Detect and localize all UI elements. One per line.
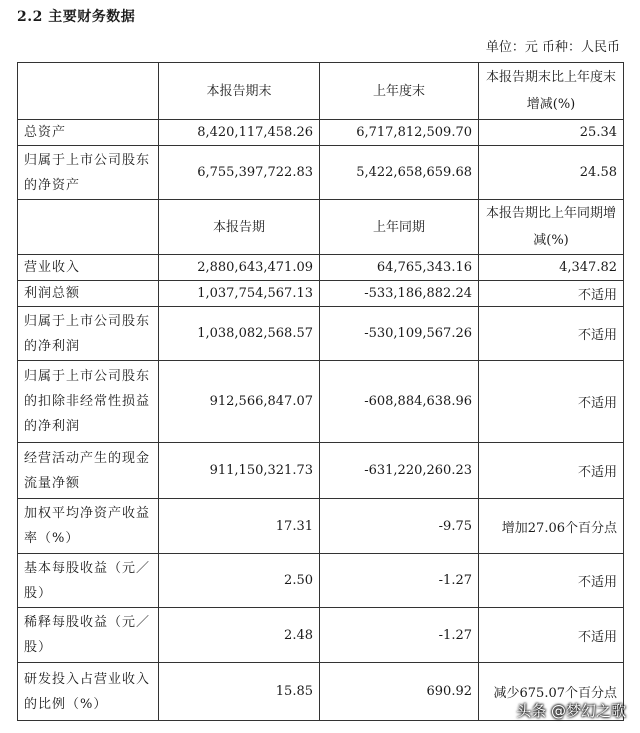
current-value: 912,566,847.07: [159, 361, 320, 443]
prior-value: 690.92: [320, 663, 479, 721]
current-value: 8,420,117,458.26: [159, 120, 320, 146]
change-value: 4,347.82: [479, 255, 624, 281]
header-prior-year-end: 上年度末: [320, 63, 479, 120]
row-label: 总资产: [18, 120, 159, 146]
current-value: 17.31: [159, 499, 320, 554]
row-label: 归属于上市公司股东的净资产: [18, 146, 159, 200]
table-row: [18, 146, 624, 200]
table-row: [18, 554, 624, 608]
header-period-change-pct: 本报告期比上年同期增减(%): [479, 200, 624, 255]
table-row: [18, 499, 624, 554]
row-label: 经营活动产生的现金流量净额: [18, 443, 159, 499]
header-current-period-end: 本报告期末: [159, 63, 320, 120]
change-value: 不适用: [479, 361, 624, 443]
section-title: 2.2 主要财务数据: [17, 9, 136, 25]
header-prior-period: 上年同期: [320, 200, 479, 255]
prior-value: -631,220,260.23: [320, 443, 479, 499]
prior-value: -1.27: [320, 554, 479, 608]
current-value: 15.85: [159, 663, 320, 721]
row-label: 利润总额: [18, 281, 159, 307]
change-value: 增加27.06个百分点: [479, 499, 624, 554]
header-current-period: 本报告期: [159, 200, 320, 255]
prior-value: -9.75: [320, 499, 479, 554]
current-value: 2.48: [159, 608, 320, 663]
change-value: 不适用: [479, 443, 624, 499]
table-row: [18, 608, 624, 663]
prior-value: -608,884,638.96: [320, 361, 479, 443]
subheader-blank-cell: [18, 200, 159, 255]
current-value: 2,880,643,471.09: [159, 255, 320, 281]
table-row: [18, 443, 624, 499]
change-value: 25.34: [479, 120, 624, 146]
row-label: 稀释每股收益（元／股）: [18, 608, 159, 663]
row-label: 归属于上市公司股东的扣除非经常性损益的净利润: [18, 361, 159, 443]
unit-currency-line: 单位：元 币种：人民币: [485, 40, 620, 55]
change-value: 不适用: [479, 307, 624, 361]
change-value: 不适用: [479, 281, 624, 307]
table-row: [18, 120, 624, 146]
row-label: 研发投入占营业收入的比例（%）: [18, 663, 159, 721]
current-value: 1,037,754,567.13: [159, 281, 320, 307]
prior-value: -1.27: [320, 608, 479, 663]
row-label: 归属于上市公司股东的净利润: [18, 307, 159, 361]
current-value: 2.50: [159, 554, 320, 608]
prior-value: 5,422,658,659.68: [320, 146, 479, 200]
current-value: 911,150,321.73: [159, 443, 320, 499]
change-value: 减少675.07个百分点: [479, 663, 624, 721]
table-subheader-row: [18, 200, 624, 255]
row-label: 营业收入: [18, 255, 159, 281]
table-row: [18, 255, 624, 281]
change-value: 24.58: [479, 146, 624, 200]
source-watermark: 头条 @梦幻之歌: [516, 702, 626, 720]
change-value: 不适用: [479, 608, 624, 663]
table-row: [18, 281, 624, 307]
row-label: 加权平均净资产收益率（%）: [18, 499, 159, 554]
table-header-row: [18, 63, 624, 120]
current-value: 6,755,397,722.83: [159, 146, 320, 200]
financial-data-table: [17, 62, 624, 721]
prior-value: -533,186,882.24: [320, 281, 479, 307]
table-row: [18, 361, 624, 443]
header-change-pct: 本报告期末比上年度末增减(%): [479, 63, 624, 120]
prior-value: -530,109,567.26: [320, 307, 479, 361]
prior-value: 6,717,812,509.70: [320, 120, 479, 146]
table-row: [18, 307, 624, 361]
header-blank-cell: [18, 63, 159, 120]
current-value: 1,038,082,568.57: [159, 307, 320, 361]
change-value: 不适用: [479, 554, 624, 608]
prior-value: 64,765,343.16: [320, 255, 479, 281]
row-label: 基本每股收益（元／股）: [18, 554, 159, 608]
